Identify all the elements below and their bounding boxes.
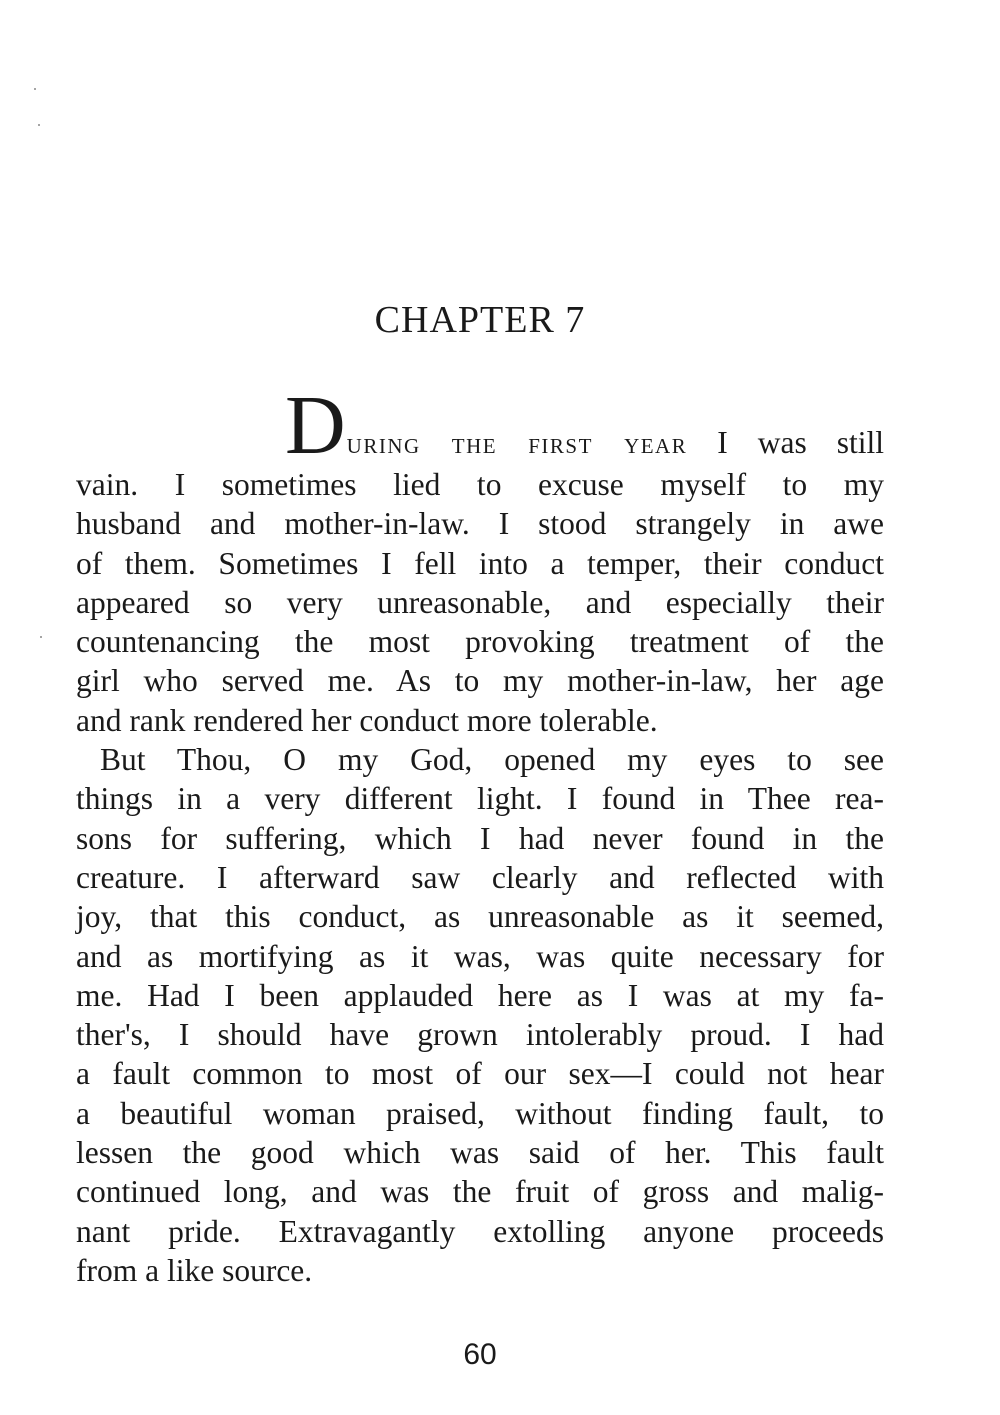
text-line: girl who served me. As to my mother-in-law, her age: [76, 663, 884, 699]
text-line: husband and mother-in-law. I stood strangely in awe: [76, 506, 884, 542]
text-line: continued long, and was the fruit of gross and malig-: [76, 1174, 884, 1210]
text-line: things in a very different light. I found in Thee rea-: [76, 781, 884, 817]
scan-speck: [38, 124, 40, 126]
text-line: and as mortifying as it was, was quite necessary for: [76, 938, 884, 974]
text-line: countenancing the most provoking treatment of the: [76, 624, 884, 660]
text-line: from a like source.: [76, 1252, 313, 1288]
text-line: and rank rendered her conduct more tolerable.: [76, 702, 658, 738]
opening-small-caps: uring the first year: [346, 427, 688, 460]
body-text: [76, 379, 884, 1290]
text-line: nant pride. Extravagantly extolling anyone proceeds: [76, 1213, 884, 1249]
text-line: vain. I sometimes lied to excuse myself to my: [76, 467, 884, 502]
text-line: creature. I afterward saw clearly and reflected with: [76, 859, 884, 895]
text-line: appeared so very unreasonable, and especially their: [76, 584, 884, 620]
text-line: me. Had I been applauded here as I was at my fa-: [76, 977, 884, 1013]
text-line: [76, 379, 884, 472]
text-line: joy, that this conduct, as unreasonable as it seemed,: [76, 899, 884, 935]
text-line: of them. Sometimes I fell into a temper, their conduct: [76, 545, 884, 581]
scan-speck: [34, 88, 36, 90]
text-line: sons for suffering, which I had never found in the: [76, 820, 884, 856]
text-line: a beautiful woman praised, without finding fault, to: [76, 1095, 884, 1131]
text-line-content: I was still: [687, 425, 884, 460]
text-line: But Thou, O my God, opened my eyes to see: [100, 742, 884, 778]
text-line: a fault common to most of our sex—I could not hear: [76, 1056, 884, 1092]
page-number: 60: [463, 1338, 497, 1371]
text-line: lessen the good which was said of her. This fault: [76, 1135, 884, 1171]
drop-cap: D: [285, 379, 346, 472]
scan-speck: [40, 636, 42, 638]
text-line: ther's, I should have grown intolerably proud. I had: [76, 1017, 884, 1053]
chapter-heading: CHAPTER 7: [374, 299, 586, 341]
